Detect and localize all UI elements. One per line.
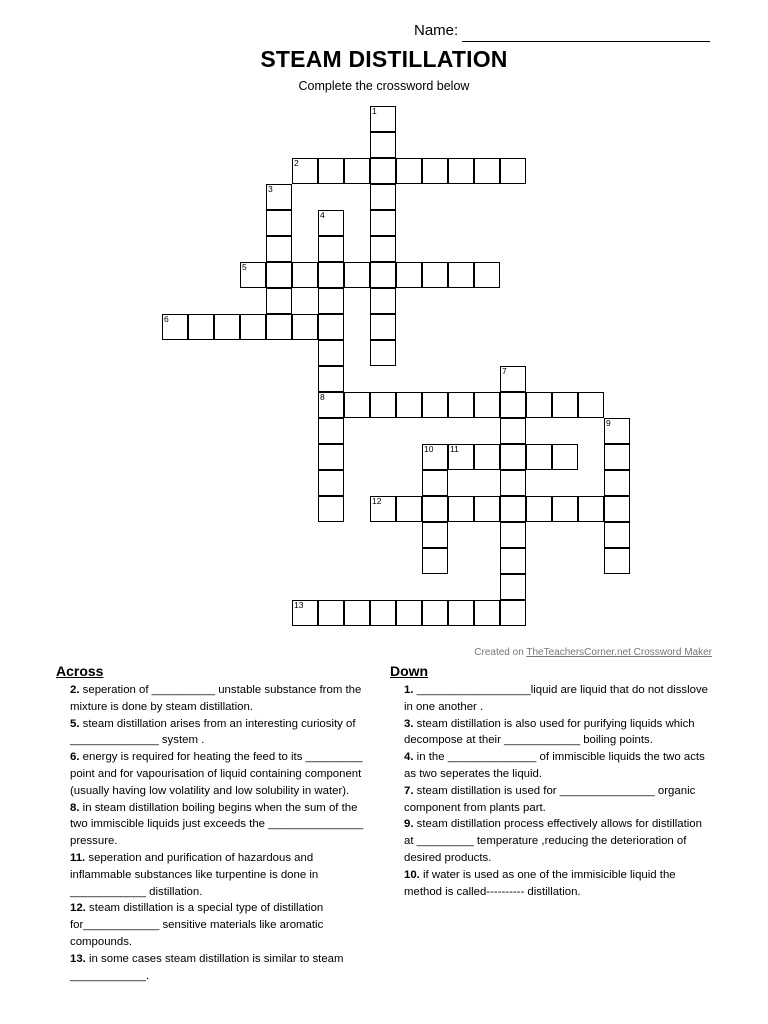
down-heading: Down: [390, 663, 429, 679]
grid-cell[interactable]: [448, 392, 474, 418]
grid-cell[interactable]: [370, 158, 396, 184]
clue-number: 8: [320, 392, 325, 402]
grid-cell[interactable]: [266, 314, 292, 340]
grid-cell[interactable]: [318, 392, 344, 418]
grid-cell[interactable]: [396, 496, 422, 522]
grid-cell[interactable]: [578, 392, 604, 418]
clue-number: 13: [294, 600, 304, 610]
clue-number: 4.: [404, 751, 414, 764]
name-label: Name:: [414, 22, 459, 39]
clue-item: [390, 867, 712, 901]
grid-cell[interactable]: [422, 470, 448, 496]
grid-cell[interactable]: [214, 314, 240, 340]
down-clue-list: [390, 682, 712, 900]
grid-cell[interactable]: [318, 496, 344, 522]
down-clues: [390, 662, 712, 900]
clue-number: 8.: [70, 801, 80, 814]
grid-cell[interactable]: [370, 340, 396, 366]
grid-cell[interactable]: [500, 392, 526, 418]
credit-link[interactable]: TheTeachersCorner.net Crossword Maker: [526, 647, 712, 658]
grid-cell[interactable]: [422, 392, 448, 418]
clue-text: in the ______________ of immiscible liquids the two acts as two seperates the liquid.: [404, 751, 705, 780]
grid-cell[interactable]: [604, 522, 630, 548]
clue-number: 12: [372, 496, 382, 506]
clue-text: seperation of __________ unstable substance from the mixture is done by steam distillation.: [70, 684, 362, 713]
grid-cell[interactable]: [344, 600, 370, 626]
grid-cell[interactable]: [318, 236, 344, 262]
grid-cell[interactable]: [604, 496, 630, 522]
grid-cell[interactable]: [422, 548, 448, 574]
clue-number: 10: [424, 444, 434, 454]
grid-cell[interactable]: [370, 184, 396, 210]
clue-item: [56, 716, 366, 750]
clue-number: 5: [242, 262, 247, 272]
grid-cell[interactable]: [240, 262, 266, 288]
grid-cell[interactable]: [500, 158, 526, 184]
clue-number: 12.: [70, 902, 86, 915]
clue-text: in some cases steam distillation is similar to steam ____________.: [70, 952, 344, 982]
grid-cell[interactable]: [448, 158, 474, 184]
grid-cell[interactable]: [526, 392, 552, 418]
grid-cell[interactable]: [344, 392, 370, 418]
clue-text: seperation and purification of hazardous and inflammable substances like turpentine is done in ____________ distillation.: [70, 851, 319, 898]
clue-item: [56, 749, 366, 799]
grid-cell[interactable]: [500, 366, 526, 392]
clue-item: [56, 682, 366, 716]
grid-cell[interactable]: [604, 418, 630, 444]
across-clue-list: [56, 682, 366, 984]
grid-cell[interactable]: [318, 470, 344, 496]
grid-cell[interactable]: [292, 600, 318, 626]
grid-cell[interactable]: [422, 158, 448, 184]
clue-number: 1: [372, 106, 377, 116]
grid-cell[interactable]: [318, 210, 344, 236]
grid-cell[interactable]: [552, 496, 578, 522]
grid-cell[interactable]: [474, 262, 500, 288]
grid-cell[interactable]: [396, 392, 422, 418]
grid-cell[interactable]: [318, 600, 344, 626]
grid-cell[interactable]: [318, 288, 344, 314]
clue-number: 2.: [70, 684, 80, 696]
grid-cell[interactable]: [448, 600, 474, 626]
clue-number: 9: [606, 418, 611, 428]
grid-cell[interactable]: [370, 210, 396, 236]
grid-cell[interactable]: [344, 262, 370, 288]
clue-number: 5.: [70, 717, 80, 730]
clue-item: [56, 900, 366, 950]
grid-cell[interactable]: [370, 314, 396, 340]
grid-cell[interactable]: [474, 496, 500, 522]
clue-text: steam distillation is also used for purifying liquids which decompose at their ____________ boiling points.: [404, 717, 695, 747]
clue-text: steam distillation process effectively allows for distillation at _________ temperature ,reducing the deterioration of desired products.: [404, 818, 702, 864]
clue-number: 7: [502, 366, 507, 376]
grid-cell[interactable]: [396, 262, 422, 288]
grid-cell[interactable]: [396, 158, 422, 184]
clue-number: 10.: [404, 868, 420, 881]
grid-cell[interactable]: [526, 444, 552, 470]
grid-cell[interactable]: [370, 288, 396, 314]
grid-cell[interactable]: [474, 600, 500, 626]
grid-cell[interactable]: [370, 132, 396, 158]
clue-number: 11.: [70, 851, 86, 864]
grid-cell[interactable]: [318, 314, 344, 340]
grid-cell[interactable]: [188, 314, 214, 340]
grid-cell[interactable]: [422, 262, 448, 288]
grid-cell[interactable]: [500, 444, 526, 470]
clue-number: 3.: [404, 717, 414, 730]
grid-cell[interactable]: [604, 548, 630, 574]
grid-cell[interactable]: [162, 314, 188, 340]
grid-cell[interactable]: [552, 392, 578, 418]
clue-number: 7.: [404, 784, 414, 797]
grid-cell[interactable]: [318, 366, 344, 392]
across-heading: Across: [56, 663, 104, 679]
grid-cell[interactable]: [370, 262, 396, 288]
grid-cell[interactable]: [318, 158, 344, 184]
page-subtitle: Complete the crossword below: [298, 79, 470, 93]
grid-cell[interactable]: [500, 496, 526, 522]
grid-cell[interactable]: [396, 600, 422, 626]
grid-cell[interactable]: [318, 444, 344, 470]
grid-cell[interactable]: [292, 314, 318, 340]
clue-item: [390, 682, 712, 716]
credit-line: [474, 647, 712, 658]
clue-number: 2: [294, 158, 299, 168]
grid-cell[interactable]: [318, 262, 344, 288]
clue-number: 4: [320, 210, 325, 220]
grid-cell[interactable]: [604, 470, 630, 496]
grid-cell[interactable]: [266, 210, 292, 236]
grid-cell[interactable]: [500, 600, 526, 626]
grid-cell[interactable]: [266, 236, 292, 262]
grid-cell[interactable]: [240, 314, 266, 340]
clue-number: 3: [268, 184, 273, 194]
grid-cell[interactable]: [604, 444, 630, 470]
grid-cell[interactable]: [500, 548, 526, 574]
clue-item: [390, 716, 712, 750]
credit-prefix: Created on: [474, 647, 527, 658]
clue-number: 6.: [70, 751, 80, 764]
grid-cell[interactable]: [552, 444, 578, 470]
grid-cell[interactable]: [266, 288, 292, 314]
clue-item: [56, 850, 366, 900]
grid-cell[interactable]: [422, 600, 448, 626]
grid-cell[interactable]: [526, 496, 552, 522]
clue-text: steam distillation is a special type of distillation for____________ sensitive materials like aromatic compounds.: [70, 902, 324, 948]
grid-cell[interactable]: [500, 418, 526, 444]
clue-text: energy is required for heating the feed to its _________ point and for vapourisation of liquid containing component (usually having low volatility and low solubility in water).: [70, 751, 363, 797]
grid-cell[interactable]: [318, 340, 344, 366]
grid-cell[interactable]: [448, 262, 474, 288]
clue-item: [390, 816, 712, 866]
clue-item: [56, 800, 366, 850]
grid-cell[interactable]: [370, 392, 396, 418]
across-clues: [56, 662, 366, 984]
clue-text: __________________liquid are liquid that do not disslove in one another .: [404, 684, 708, 713]
page-title: STEAM DISTILLATION: [260, 46, 508, 72]
grid-cell[interactable]: [292, 262, 318, 288]
clue-item: [56, 951, 366, 985]
grid-cell[interactable]: [422, 522, 448, 548]
grid-cell[interactable]: [422, 444, 448, 470]
grid-cell[interactable]: [370, 236, 396, 262]
grid-cell[interactable]: [474, 444, 500, 470]
grid-cell[interactable]: [344, 158, 370, 184]
clue-text: in steam distillation boiling begins when the sum of the two immiscible liquids just exceeds the _______________ pressure.: [70, 801, 364, 848]
grid-cell[interactable]: [318, 418, 344, 444]
grid-cell[interactable]: [578, 496, 604, 522]
clue-item: [390, 749, 712, 783]
clue-text: if water is used as one of the immisicible liquid the method is called---------- distillation.: [404, 868, 676, 898]
grid-cell[interactable]: [500, 522, 526, 548]
grid-cell[interactable]: [292, 158, 318, 184]
grid-cell[interactable]: [474, 392, 500, 418]
clue-number: 11: [450, 444, 459, 454]
grid-cell[interactable]: [266, 262, 292, 288]
grid-cell[interactable]: [474, 158, 500, 184]
grid-cell[interactable]: [448, 444, 474, 470]
grid-cell[interactable]: [370, 106, 396, 132]
grid-cell[interactable]: [370, 496, 396, 522]
clue-number: 6: [164, 314, 169, 324]
grid-cell[interactable]: [370, 600, 396, 626]
grid-cell[interactable]: [500, 574, 526, 600]
clue-number: 1.: [404, 684, 414, 696]
grid-cell[interactable]: [448, 496, 474, 522]
grid-cell[interactable]: [500, 470, 526, 496]
clue-number: 13.: [70, 952, 86, 965]
grid-cell[interactable]: [422, 496, 448, 522]
clue-text: steam distillation arises from an interesting curiosity of ______________ system .: [70, 717, 356, 747]
grid-cell[interactable]: [266, 184, 292, 210]
clue-text: steam distillation is used for _______________ organic component from plants part.: [404, 784, 696, 814]
clue-number: 9.: [404, 818, 414, 831]
clue-item: [390, 783, 712, 817]
